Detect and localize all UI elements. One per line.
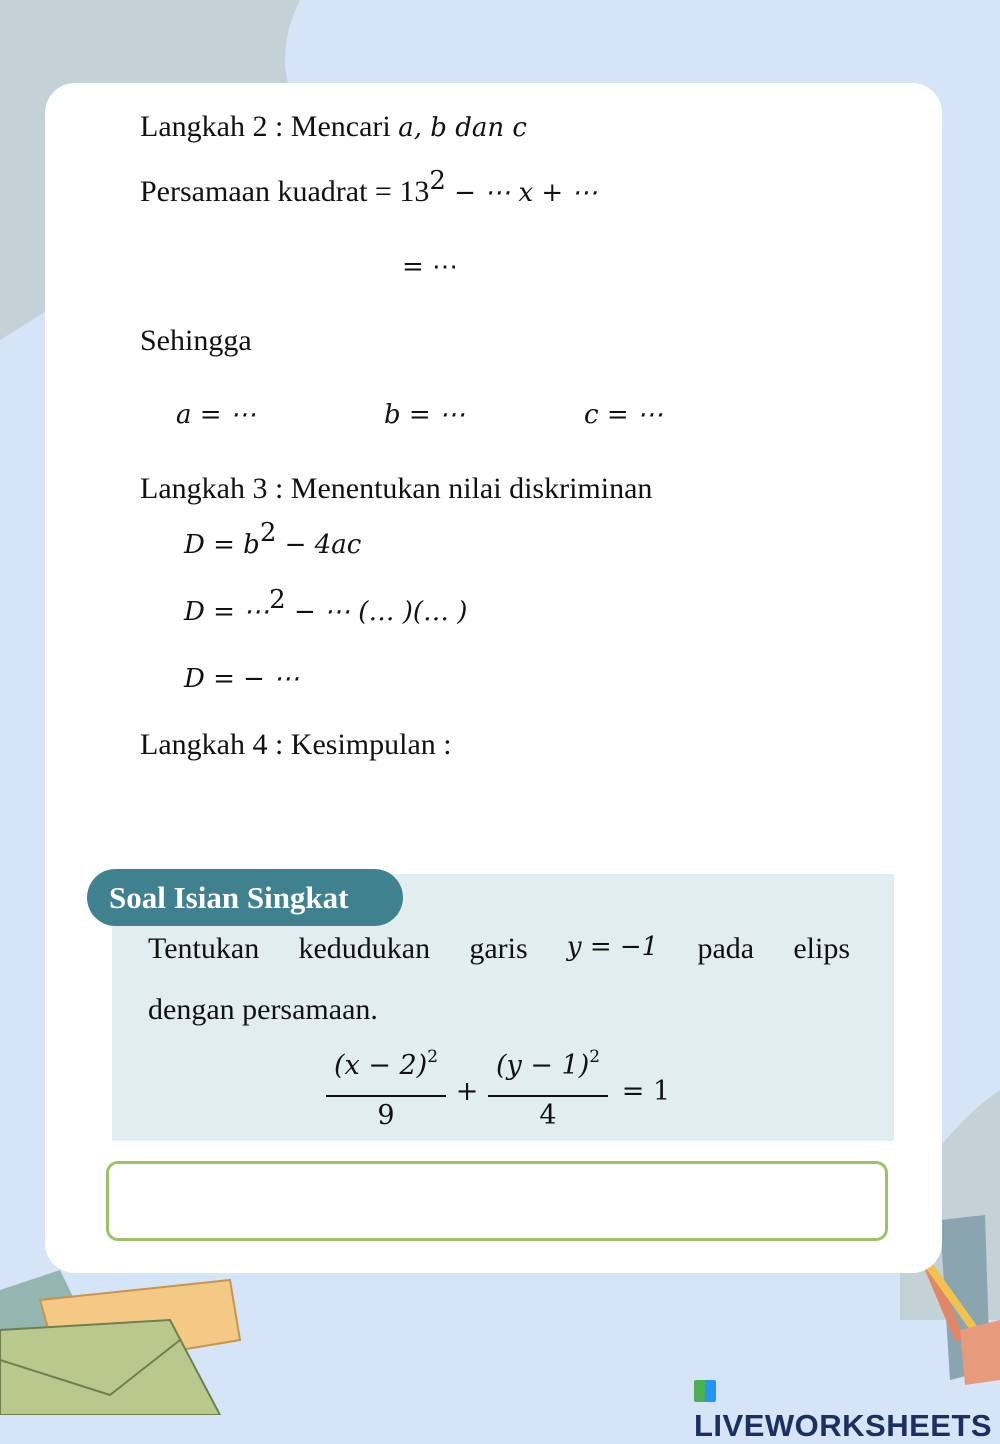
discriminant-substitution: D = ⋯$^2$ − ⋯ (… )(… ) xyxy=(184,585,468,627)
coefficient-b: b = ⋯ xyxy=(384,400,465,430)
fraction2-bar xyxy=(488,1095,608,1097)
answer-input[interactable] xyxy=(106,1161,888,1241)
brand-logo: LIVEWORKSHEETS xyxy=(694,1372,1000,1444)
step2-heading: Langkah 2 : Mencari a, b dan c xyxy=(140,110,527,143)
equals-one: = 1 xyxy=(621,1076,671,1107)
discriminant-result: D = − ⋯ xyxy=(184,664,300,694)
fraction2-numerator: $(y - 1)^2$ xyxy=(495,1047,601,1081)
fraction1-denominator: 9 xyxy=(377,1100,395,1131)
line-equation: y = −1 xyxy=(566,932,659,962)
coefficient-a: a = ⋯ xyxy=(176,400,256,430)
quiz-badge: Soal Isian Singkat xyxy=(87,869,403,926)
brand-mark-icon xyxy=(694,1380,716,1402)
plus-sign: + xyxy=(455,1076,479,1107)
fraction1-bar xyxy=(326,1095,446,1097)
quadratic-equation-result: = ⋯ xyxy=(402,252,459,282)
step3-heading: Langkah 3 : Menentukan nilai diskriminan xyxy=(140,472,653,505)
quiz-question-line1: Tentukan kedudukan garis y = −1 pada elips xyxy=(148,932,850,965)
step2-variables: a, b dan c xyxy=(398,113,527,143)
coefficient-c: c = ⋯ xyxy=(584,400,663,430)
fraction1-numerator: $(x - 2)^2$ xyxy=(333,1047,439,1081)
quadratic-equation: Persamaan kuadrat = $13^2$ − ⋯ x + ⋯ xyxy=(140,166,598,208)
quiz-question-line2: dengan persamaan. xyxy=(148,993,378,1026)
discriminant-formula: $D = b^2 - 4ac$ xyxy=(184,518,362,560)
sehingga-label: Sehingga xyxy=(140,324,252,357)
step4-heading: Langkah 4 : Kesimpulan : xyxy=(140,728,452,761)
fraction2-denominator: 4 xyxy=(539,1100,557,1131)
